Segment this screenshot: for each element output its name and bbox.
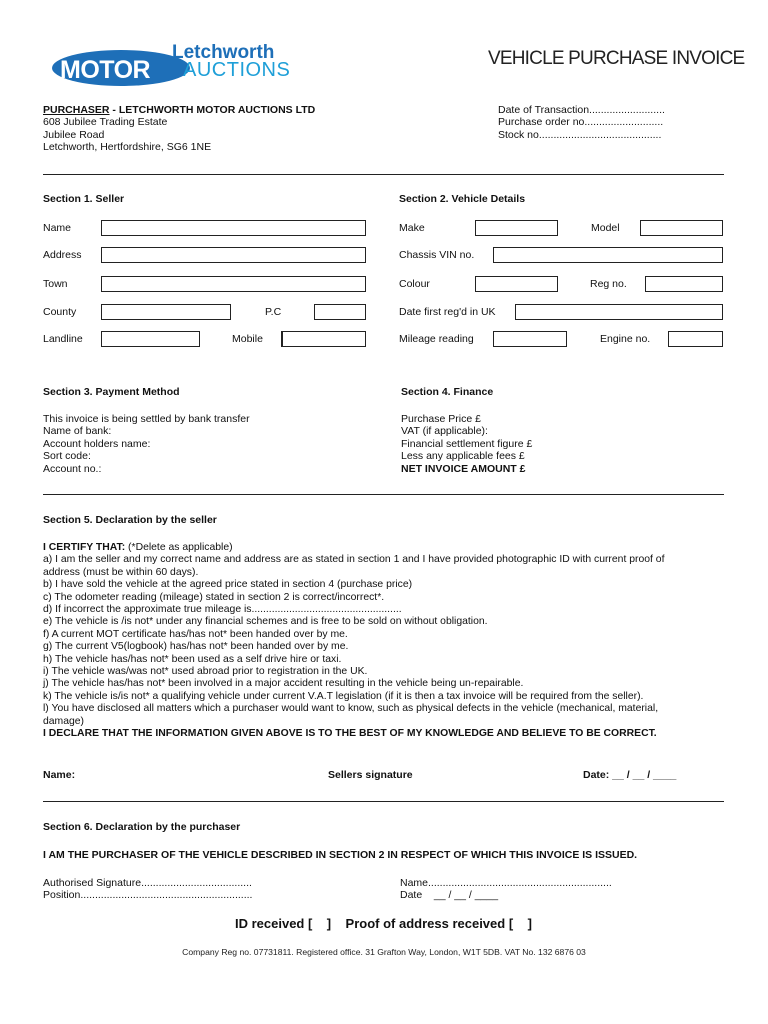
- purchaser-name-block: [400, 877, 612, 902]
- colour-field[interactable]: [475, 276, 558, 292]
- seller-declaration: [43, 542, 733, 741]
- purchaser-address-line: Jubilee Road: [43, 128, 105, 141]
- purchaser-date-line: Date __ / __ / ____: [400, 889, 499, 902]
- purchaser-address-line: 608 Jubilee Trading Estate: [43, 116, 168, 129]
- seller-town-field[interactable]: [101, 276, 366, 292]
- make-label: Make: [399, 222, 425, 234]
- declaration-item: damage): [43, 715, 85, 727]
- seller-date-label: Date: __ / __ / ____: [583, 769, 677, 781]
- seller-landline-label: Landline: [43, 333, 83, 345]
- purchaser-heading: [43, 104, 315, 116]
- section-2-title: Section 2. Vehicle Details: [399, 193, 526, 205]
- declaration-item: a) I am the seller and my correct name and address are as stated in section 1 and I have provided photographic ID with current proof of: [43, 554, 665, 566]
- seller-declare-statement: I DECLARE THAT THE INFORMATION GIVEN ABOVE IS TO THE BEST OF MY KNOWLEDGE AND BELIEVE TO BE CORRECT.: [43, 728, 657, 740]
- make-field[interactable]: [475, 220, 558, 236]
- authorised-signature: Authorised Signature......................................: [43, 877, 252, 889]
- seller-name-sign-label: Name:: [43, 769, 76, 781]
- colour-label: Colour: [399, 278, 430, 290]
- declaration-item: k) The vehicle is/is not* a qualifying vehicle under current V.A.T legislation (if it is then a tax invoice will be required from the seller).: [43, 690, 644, 702]
- seller-signature-label: Sellers signature: [328, 769, 413, 781]
- chassis-vin-label: Chassis VIN no.: [399, 249, 475, 261]
- declaration-item: h) The vehicle has/has not* been used as a self drive hire or taxi.: [43, 653, 342, 665]
- footer-company-info: Company Reg no. 07731811. Registered office. 31 Grafton Way, London, W1T 5DB. VAT No. 132 6876 03: [182, 947, 586, 957]
- purchaser-label: PURCHASER: [43, 104, 110, 116]
- purchaser-address-line: Letchworth, Hertfordshire, SG6 1NE: [43, 141, 212, 154]
- declaration-item: f) A current MOT certificate has/has not* been handed over by me.: [43, 628, 348, 640]
- model-label: Model: [591, 222, 620, 234]
- logo-letchworth-text: Letchworth: [172, 42, 275, 63]
- purchaser-sign-block: [43, 877, 252, 902]
- seller-mobile-label: Mobile: [232, 333, 263, 345]
- payment-line: This invoice is being settled by bank transfer: [43, 413, 250, 425]
- certify-label: I CERTIFY THAT:: [43, 542, 126, 553]
- declaration-item: j) The vehicle has/has not* been involved in a major accident resulting in the vehicle being un-repairable.: [43, 678, 524, 690]
- divider: [43, 801, 724, 802]
- finance-line: Financial settlement figure £: [401, 437, 533, 450]
- payment-line: Account no.:: [43, 462, 102, 475]
- section-3-title: Section 3. Payment Method: [43, 386, 180, 398]
- first-reg-label: Date first reg'd in UK: [399, 306, 496, 318]
- finance-line: VAT (if applicable):: [401, 425, 488, 438]
- logo-motor-text: MOTOR: [60, 56, 151, 84]
- model-field[interactable]: [640, 220, 723, 236]
- seller-county-field[interactable]: [101, 304, 231, 320]
- section-6-title: Section 6. Declaration by the purchaser: [43, 821, 241, 833]
- engine-no-field[interactable]: [668, 331, 723, 347]
- finance-lines: [401, 413, 532, 475]
- declaration-item: d) If incorrect the approximate true mileage is....................................................: [43, 604, 402, 616]
- logo-auctions-text: AUCTIONS: [183, 59, 291, 81]
- declaration-item: c) The odometer reading (mileage) stated in section 2 is correct/incorrect*.: [43, 591, 385, 603]
- seller-mobile-field[interactable]: [281, 331, 366, 347]
- purchase-order-no: Purchase order no...........................: [498, 116, 664, 129]
- payment-method-lines: [43, 413, 250, 475]
- purchaser-block: [43, 104, 315, 154]
- seller-address-label: Address: [43, 249, 82, 261]
- reg-no-label: Reg no.: [590, 278, 627, 290]
- purchaser-company: - LETCHWORTH MOTOR AUCTIONS LTD: [109, 104, 316, 116]
- transaction-block: [498, 104, 665, 141]
- declaration-item: l) You have disclosed all matters which a purchaser would want to know, such as physical defects in the vehicle (mechanical, material,: [43, 703, 659, 715]
- seller-name-label: Name: [43, 222, 72, 234]
- seller-landline-field[interactable]: [101, 331, 200, 347]
- payment-line: Name of bank:: [43, 425, 112, 438]
- first-reg-field[interactable]: [515, 304, 723, 320]
- section-1-title: Section 1. Seller: [43, 193, 125, 205]
- declaration-item: b) I have sold the vehicle at the agreed price stated in section 4 (purchase price): [43, 579, 413, 591]
- divider: [43, 174, 724, 175]
- purchaser-position: Position...........................................................: [43, 889, 253, 902]
- net-invoice-amount: NET INVOICE AMOUNT £: [401, 462, 526, 475]
- engine-no-label: Engine no.: [600, 333, 651, 345]
- divider: [43, 494, 724, 495]
- certify-note: (*Delete as applicable): [125, 542, 233, 553]
- seller-postcode-label: P.C: [265, 306, 282, 318]
- declaration-item: address (must be within 60 days).: [43, 566, 199, 578]
- chassis-vin-field[interactable]: [493, 247, 723, 263]
- certify-heading: [43, 542, 733, 554]
- date-of-transaction: Date of Transaction..........................: [498, 104, 665, 116]
- declaration-item: i) The vehicle was/was not* used abroad prior to registration in the UK.: [43, 666, 368, 678]
- finance-line: Purchase Price £: [401, 413, 481, 425]
- seller-county-label: County: [43, 306, 77, 318]
- section-5-title: Section 5. Declaration by the seller: [43, 514, 217, 526]
- payment-line: Sort code:: [43, 450, 91, 463]
- reg-no-field[interactable]: [645, 276, 723, 292]
- purchaser-statement: I AM THE PURCHASER OF THE VEHICLE DESCRIBED IN SECTION 2 IN RESPECT OF WHICH THIS INVOICE IS ISSUED.: [43, 849, 638, 861]
- finance-line: Less any applicable fees £: [401, 450, 525, 463]
- seller-name-field[interactable]: [101, 220, 366, 236]
- declaration-item: g) The current V5(logbook) has/has not* been handed over by me.: [43, 641, 349, 653]
- section-4-title: Section 4. Finance: [401, 386, 494, 398]
- mileage-field[interactable]: [493, 331, 567, 347]
- seller-address-field[interactable]: [101, 247, 366, 263]
- purchaser-name-line: Name...............................................................: [400, 877, 612, 889]
- id-proof-received: ID received [ ] Proof of address received [ ]: [235, 916, 532, 931]
- document-title: VEHICLE PURCHASE INVOICE: [488, 48, 745, 69]
- mileage-label: Mileage reading: [399, 333, 474, 345]
- seller-town-label: Town: [43, 278, 68, 290]
- stock-no: Stock no..........................................: [498, 128, 662, 141]
- declaration-item: e) The vehicle is /is not* under any financial schemes and is free to be sold on without obligation.: [43, 616, 488, 628]
- seller-postcode-field[interactable]: [314, 304, 366, 320]
- payment-line: Account holders name:: [43, 437, 151, 450]
